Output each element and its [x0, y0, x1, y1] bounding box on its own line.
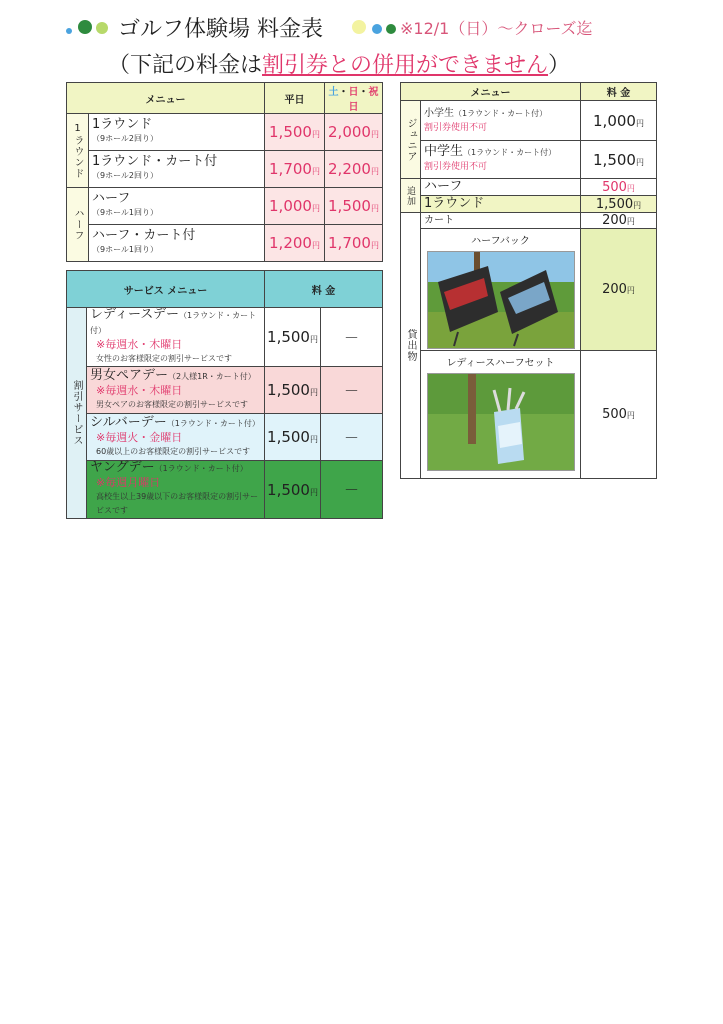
subtitle-close: ） [548, 53, 571, 78]
header-sat: 土 [328, 87, 339, 98]
blue-dot-icon [372, 24, 382, 34]
menu-cell [89, 188, 265, 225]
price-value: 200 [602, 282, 627, 297]
table-row [401, 196, 657, 213]
service-price [265, 367, 321, 414]
menu-detail: （1ラウンド・カート付） [454, 108, 548, 118]
service-cell [87, 414, 265, 461]
weekend-price [325, 151, 383, 188]
price-value: 1,500 [267, 428, 310, 446]
menu-note: （9ホール2回り） [92, 171, 159, 180]
closing-note: ※12/1（日）～クローズ迄 [400, 19, 593, 38]
yen-unit: 円 [311, 130, 320, 139]
table-row [401, 179, 657, 196]
menu-cell [89, 225, 265, 262]
menu-price [581, 229, 657, 351]
service-note: 女性のお客様限定の割引サービスです [96, 354, 232, 363]
menu-note: 割引券使用不可 [424, 162, 488, 172]
service-name: レディースデー [90, 307, 180, 322]
price-value: 1,500 [328, 197, 371, 215]
service-cell [87, 308, 265, 367]
header-sun: 日 [348, 87, 359, 98]
header-weekend: 土・日・祝日 [325, 83, 383, 114]
service-days: ※毎週水・木曜日 [96, 383, 183, 397]
service-detail: （1ラウンド・カート付） [166, 418, 260, 428]
price-value: 1,500 [267, 480, 310, 499]
price-value: 2,200 [328, 160, 371, 178]
table-row [67, 188, 383, 225]
yen-unit: 円 [635, 157, 644, 167]
service-name: シルバーデー [90, 414, 167, 430]
green-dot-icon [386, 24, 396, 34]
menu-cell [421, 229, 581, 351]
table-row [67, 114, 383, 151]
table-row [401, 213, 657, 229]
price-value: 1,200 [269, 234, 312, 252]
group-label-discount: 割引サービス [67, 308, 87, 519]
weekend-price [325, 225, 383, 262]
yen-unit: 円 [309, 435, 318, 444]
yen-unit: 円 [370, 167, 379, 176]
menu-name: 小学生 [424, 107, 454, 119]
service-dash: － [321, 461, 383, 519]
yellow-dot-icon [352, 20, 366, 34]
service-cell [87, 461, 265, 519]
menu-note: （9ホール2回り） [92, 134, 159, 143]
price-value: 1,000 [269, 197, 312, 215]
group-label-rental: 貸出物 [401, 213, 421, 479]
menu-name: レディースハーフセット [446, 358, 555, 369]
header-menu: メニュー [67, 83, 265, 114]
menu-price [581, 179, 657, 196]
service-price [265, 414, 321, 461]
yen-unit: 円 [633, 200, 642, 210]
header-holiday: 祝日 [348, 87, 379, 113]
yen-unit: 円 [309, 487, 318, 497]
table-row [67, 461, 383, 519]
main-price-table [66, 82, 383, 262]
menu-price [581, 213, 657, 229]
light-green-dot-icon [96, 22, 108, 34]
price-value: 1,500 [595, 196, 634, 212]
price-value: 1,500 [267, 381, 310, 399]
menu-note: （9ホール1回り） [92, 208, 159, 217]
menu-name: 1ラウンド [92, 117, 153, 132]
yen-unit: 円 [370, 130, 379, 139]
menu-cell [421, 351, 581, 479]
table-header-row [401, 83, 657, 101]
service-days: ※毎週水・木曜日 [96, 338, 183, 351]
weekday-price [265, 151, 325, 188]
price-value: 1,500 [269, 123, 312, 141]
table-row [401, 229, 657, 351]
junior-rental-table [400, 82, 657, 479]
price-value: 2,000 [328, 123, 371, 141]
service-note: 男女ペアのお客様限定の割引サービスです [96, 399, 248, 409]
menu-price [581, 351, 657, 479]
header-weekday: 平日 [265, 83, 325, 114]
service-detail: （2人様1R・カート付） [168, 371, 256, 381]
service-price [265, 308, 321, 367]
menu-price [581, 196, 657, 213]
group-label-junior: ジュニア [401, 101, 421, 179]
page-subtitle [108, 48, 570, 79]
subtitle-warning: 割引券との併用ができません [262, 53, 549, 78]
price-value: 1,000 [593, 111, 636, 130]
table-row [67, 225, 383, 262]
table-row [67, 308, 383, 367]
header-price: 料 金 [581, 83, 657, 101]
table-row [67, 367, 383, 414]
yen-unit: 円 [626, 286, 635, 295]
price-value: 500 [602, 407, 627, 422]
group-label-extra: 追加 [401, 179, 421, 213]
yen-unit: 円 [311, 241, 320, 250]
yen-unit: 円 [626, 217, 635, 226]
price-value: 1,700 [269, 160, 312, 178]
weekend-price [325, 188, 383, 225]
menu-cell [89, 114, 265, 151]
menu-cell: ハーフ [421, 179, 581, 196]
menu-detail: （1ラウンド・カート付） [463, 148, 557, 157]
menu-name: ハーフバック [471, 236, 530, 247]
table-row [401, 101, 657, 141]
yen-unit: 円 [626, 183, 635, 193]
weekend-price [325, 114, 383, 151]
header-service-menu: サービス メニュー [67, 271, 265, 308]
weekday-price [265, 188, 325, 225]
price-value: 1,500 [267, 328, 310, 346]
yen-unit: 円 [311, 167, 320, 176]
yen-unit: 円 [311, 204, 320, 213]
half-bag-photo [427, 251, 575, 349]
menu-cell: カート [421, 213, 581, 229]
price-value: 1,700 [328, 234, 371, 252]
menu-name: 1ラウンド・カート付 [92, 154, 218, 169]
table-header-row [67, 83, 383, 114]
group-label-half: ハーフ [67, 188, 89, 262]
menu-cell [421, 101, 581, 141]
subtitle-open: （下記の料金は [108, 53, 263, 78]
page-title: ゴルフ体験場 料金表 [118, 17, 323, 42]
header-menu: メニュー [401, 83, 581, 101]
green-dot-icon [78, 20, 92, 34]
service-cell [87, 367, 265, 414]
menu-cell: 1ラウンド [421, 196, 581, 213]
yen-unit: 円 [370, 204, 379, 213]
blue-dot-icon [66, 28, 72, 34]
table-row [67, 414, 383, 461]
service-dash: － [321, 414, 383, 461]
service-price [265, 461, 321, 519]
service-detail: （1ラウンド・カート付） [154, 464, 248, 473]
service-detail: （1ラウンド・カート付） [90, 311, 257, 335]
service-days: ※毎週火・金曜日 [96, 430, 183, 444]
table-header-row [67, 271, 383, 308]
yen-unit: 円 [370, 241, 379, 250]
yen-unit: 円 [626, 411, 635, 420]
service-name: 男女ペアデー [90, 367, 169, 383]
group-label-round: 1ラウンド [67, 114, 89, 188]
ladies-half-set-photo [427, 373, 575, 471]
weekday-price [265, 225, 325, 262]
price-value: 200 [602, 213, 627, 228]
header-price: 料 金 [265, 271, 383, 308]
service-name: ヤングデー [90, 460, 155, 475]
menu-price [581, 101, 657, 141]
yen-unit: 円 [635, 118, 644, 128]
menu-note: 割引券使用不可 [424, 122, 488, 133]
menu-note: （9ホール1回り） [92, 245, 159, 254]
menu-price [581, 141, 657, 179]
service-days: ※毎週月曜日 [96, 476, 161, 489]
weekday-price [265, 114, 325, 151]
service-note: 高校生以上39歳以下のお客様限定の割引サービスです [96, 492, 259, 515]
price-value: 1,500 [593, 150, 636, 169]
menu-name: 中学生 [424, 144, 464, 159]
table-row [67, 151, 383, 188]
yen-unit: 円 [309, 388, 318, 397]
service-table [66, 270, 383, 519]
menu-name: ハーフ [92, 191, 131, 206]
price-value: 500 [602, 179, 627, 195]
service-dash: － [321, 367, 383, 414]
table-row [401, 351, 657, 479]
menu-cell [421, 141, 581, 179]
table-row [401, 141, 657, 179]
yen-unit: 円 [309, 335, 318, 344]
service-dash: － [321, 308, 383, 367]
menu-cell [89, 151, 265, 188]
menu-name: ハーフ・カート付 [92, 228, 196, 243]
service-note: 60歳以上のお客様限定の割引サービスです [96, 446, 251, 456]
